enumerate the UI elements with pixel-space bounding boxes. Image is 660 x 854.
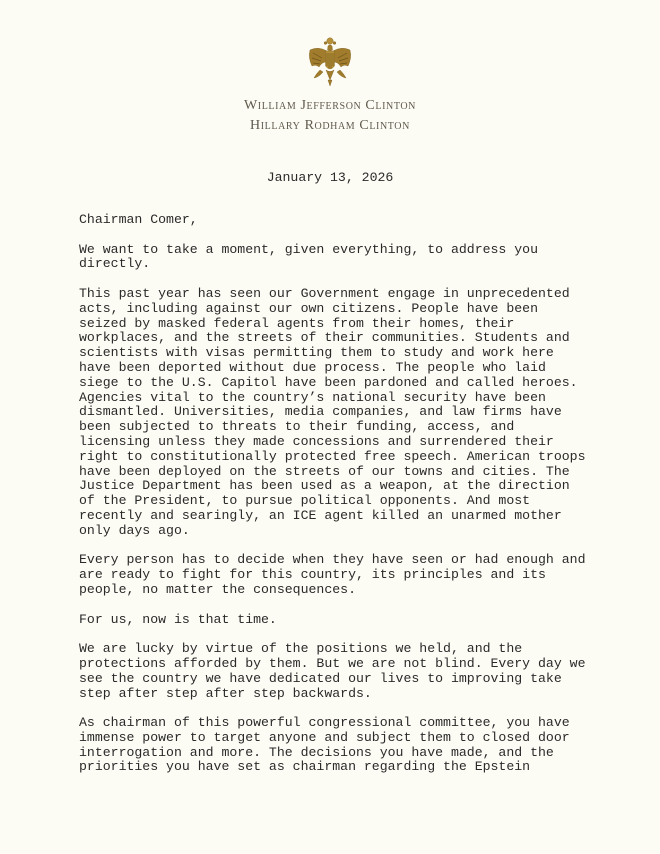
paragraph: [79, 613, 599, 628]
paragraph-container: [79, 243, 599, 776]
paragraph-line: directly.: [79, 256, 151, 272]
paragraph-line: people, no matter the consequences.: [79, 581, 356, 597]
paragraph-line: Every person has to decide when they have seen or had enough and: [79, 552, 586, 568]
paragraph: [79, 716, 599, 775]
paragraph-line: workplaces, and the streets of their communities. Students and: [79, 330, 570, 346]
paragraph-line: This past year has seen our Government engage in unprecedented: [79, 285, 570, 301]
paragraph-line: of the President, to pursue political opponents. And most: [79, 493, 531, 509]
salutation: Chairman Comer,: [79, 212, 198, 227]
paragraph-line: interrogation and more. The decisions you have made, and the: [79, 744, 554, 760]
paragraph-line: have been deployed on the streets of our towns and cities. The: [79, 463, 570, 479]
paragraph-line: priorities you have set as chairman regarding the Epstein: [79, 759, 531, 775]
paragraph-line: We want to take a moment, given everything, to address you: [79, 241, 538, 257]
paragraph: [79, 287, 599, 539]
paragraph-line: Agencies vital to the country’s national security have been: [79, 389, 546, 405]
paragraph-line: only days ago.: [79, 522, 190, 538]
paragraph-line: immense power to target anyone and subject them to closed door: [79, 729, 570, 745]
paragraph-line: dismantled. Universities, media companies, and law firms have: [79, 404, 562, 420]
paragraph-line: seized by masked federal agents from their homes, their: [79, 315, 515, 331]
paragraph-line: Justice Department has been used as a weapon, at the direction: [79, 478, 570, 494]
paragraph-line: We are lucky by virtue of the positions we held, and the: [79, 641, 523, 657]
letter-body: [79, 213, 599, 790]
paragraph-line: been subjected to threats to their funding, access, and: [79, 419, 515, 435]
paragraph: [79, 553, 599, 597]
paragraph-line: scientists with visas permitting them to study and work here: [79, 345, 554, 361]
eagle-seal-icon: [302, 36, 358, 92]
paragraph-line: protections afforded by them. But we are not blind. Every day we: [79, 655, 586, 671]
paragraph-line: acts, including against our own citizens. People have been: [79, 300, 538, 316]
letterhead-name-secondary: Hillary Rodham Clinton: [250, 118, 410, 133]
paragraph-line: For us, now is that time.: [79, 611, 277, 627]
paragraph-line: are ready to fight for this country, its principles and its: [79, 567, 546, 583]
paragraph-line: see the country we have dedicated our lives to improving take: [79, 670, 562, 686]
letterhead-name-primary: William Jefferson Clinton: [243, 98, 417, 113]
paragraph-line: siege to the U.S. Capitol have been pardoned and called heroes.: [79, 374, 578, 390]
paragraph-line: recently and searingly, an ICE agent killed an unarmed mother: [79, 507, 562, 523]
paragraph-line: licensing unless they made concessions and surrendered their: [79, 433, 554, 449]
paragraph-line: right to constitutionally protected free speech. American troops: [79, 448, 586, 464]
paragraph-line: have been deported without due process. The people who laid: [79, 359, 546, 375]
paragraph-line: step after step after step backwards.: [79, 685, 372, 701]
paragraph-line: As chairman of this powerful congressional committee, you have: [79, 715, 570, 731]
letter-date: January 13, 2026: [266, 170, 394, 185]
paragraph: [79, 243, 599, 273]
paragraph: [79, 642, 599, 701]
